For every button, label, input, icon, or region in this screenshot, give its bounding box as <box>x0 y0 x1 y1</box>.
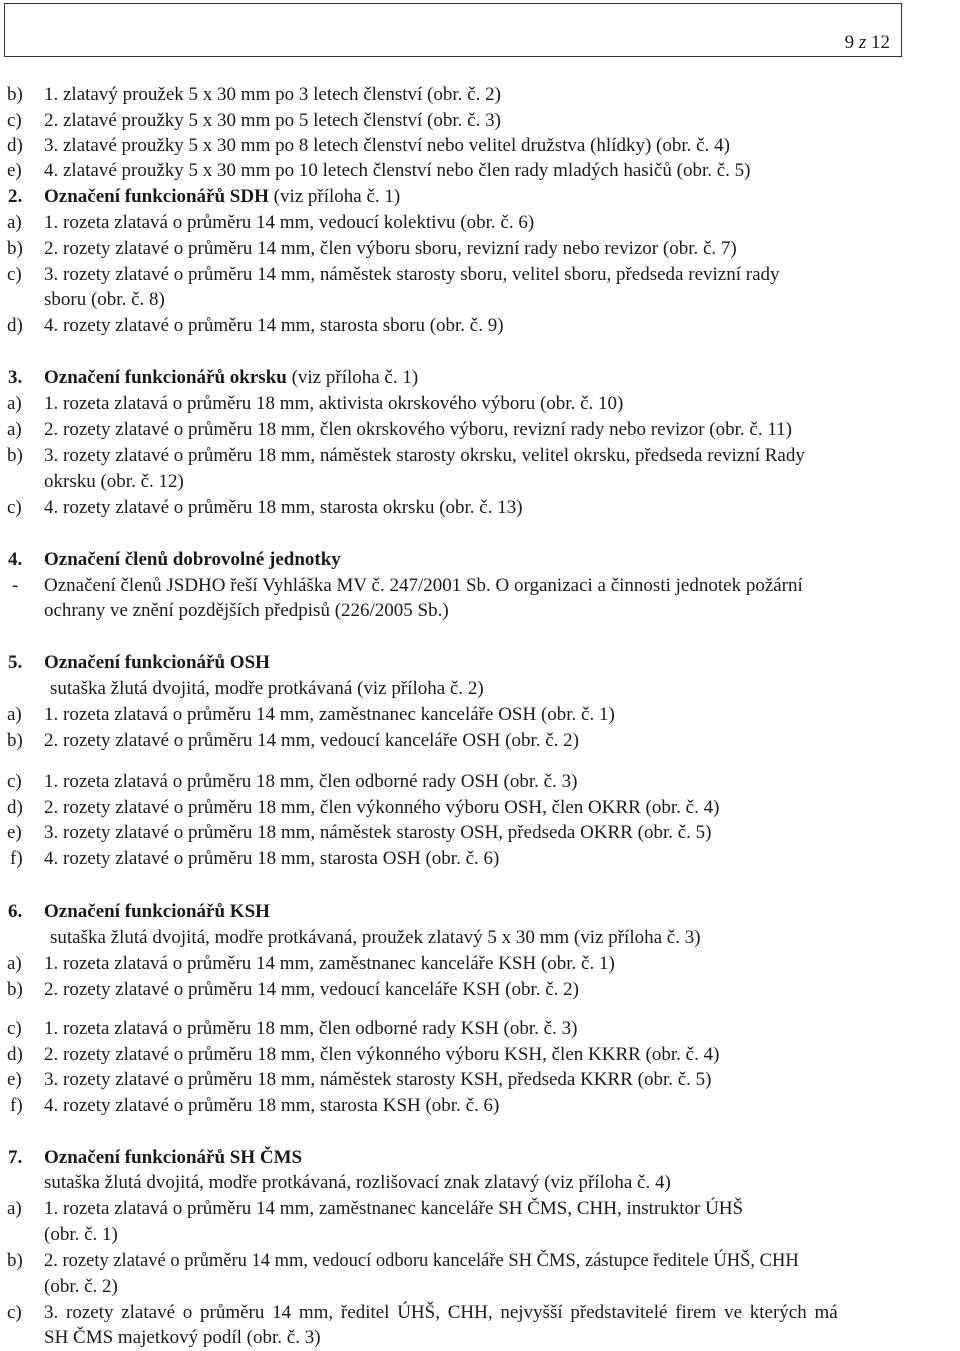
page-number <box>845 32 890 54</box>
page-of: z <box>858 32 867 53</box>
page-current: 9 <box>844 32 855 53</box>
page-total: 12 <box>871 32 890 53</box>
page-header-box <box>4 3 902 57</box>
